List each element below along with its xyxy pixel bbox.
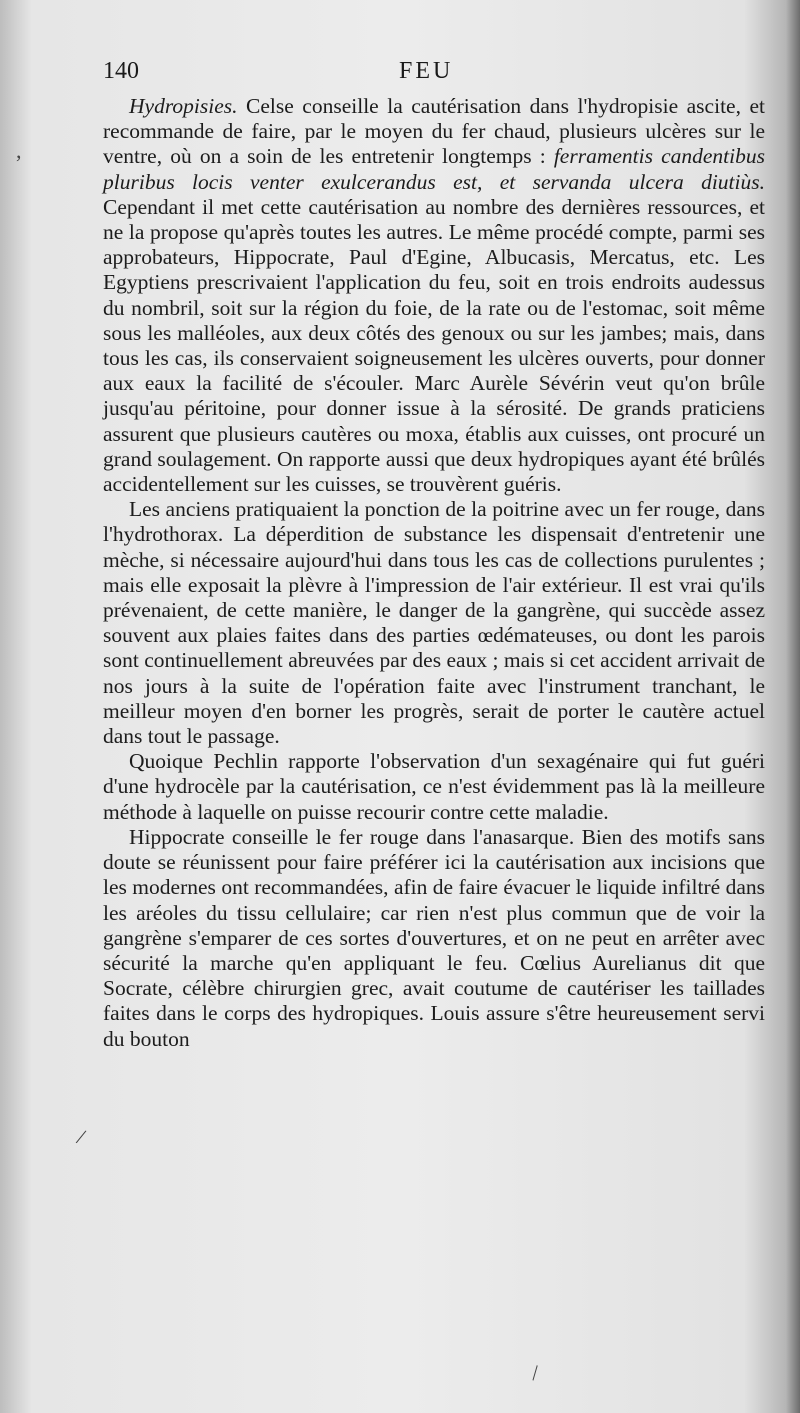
margin-mark: , [16, 138, 22, 163]
page-number: 140 [103, 58, 139, 84]
margin-mark: / [74, 1123, 89, 1150]
paragraph-text: Les anciens pratiquaient la ponction de la poitrine avec un fer rouge, dans l'hydrothorax. La déperdition de substance les dispensait d'entretenir une mèche, si nécessaire aujourd'hui dans tous les cas de collections purulentes ; mais elle exposait la plèvre à l'impression de l'air extérieur. Il est vrai qu'ils prévenaient, de cette manière, le danger de la gangrène, qui succède assez souvent aux plaies faites dans des parties œdémateuses, ou dont les parois sont continuellement abreuvées par des eaux ; mais si cet accident arrivait de nos jours à la suite de l'opération faite avec l'instrument tranchant, le meilleur moyen d'en borner les progrès, serait de porter le cautère actuel dans tout le passage. [103, 497, 765, 749]
paragraph-text: Quoique Pechlin rapporte l'observation d'un sexagénaire qui fut guéri d'une hydrocèle par la cautérisation, ce n'est évidemment pas là la meilleure méthode à laquelle on puisse recourir contre cette maladie. [103, 749, 765, 824]
paragraph-hydropisies [103, 94, 765, 497]
paragraph-anasarque [103, 825, 765, 1052]
section-lead: Hydropisies. [129, 94, 238, 118]
paragraph-text: Cependant il met cette cautérisation au nombre des dernières ressources, et ne la propose qu'après toutes les autres. Le même procédé compte, parmi ses approbateurs, Hippocrate, Paul d'Egine, Albucasis, Mercatus, etc. Les Egyptiens prescrivaient l'application du feu, soit en trois endroits audessus du nombril, soit sur la région du foie, de la rate ou de l'estomac, soit même sous les malléoles, aux deux côtés des genoux ou sur les jambes; mais, dans tous les cas, ils conservaient soigneusement les ulcères ouverts, pour donner aux eaux la facilité de s'écouler. Marc Aurèle Sévérin veut qu'on brûle jusqu'au péritoine, pour donner issue à la sérosité. De grands praticiens assurent que plusieurs cautères ou moxa, établis aux cuisses, ont procuré un grand soulagement. On rapporte aussi que deux hydropiques ayant été brûlés accidentellement sur les cuisses, se trouvèrent guéris. [103, 194, 765, 497]
latin-quotation: ferramentis candentibus pluribus locis venter exulcerandus est, et servanda ulcera diutiùs. [103, 144, 765, 194]
margin-mark: \ [525, 1360, 546, 1385]
paragraph-text: Hippocrate conseille le fer rouge dans l'anasarque. Bien des motifs sans doute se réunissent pour faire préférer ici la cautérisation aux incisions que les modernes ont recommandées, afin de faire évacuer le liquide infiltré dans les aréoles du tissu cellulaire; car rien n'est plus commun que de voir la gangrène s'emparer de ces sortes d'ouvertures, et on ne peut en arrêter avec sécurité la marche qu'en appliquant le feu. Cœlius Aurelianus dit que Socrate, célèbre chirurgien grec, avait coutume de cautériser les taillades faites dans le corps des hydropiques. Louis assure s'être heureusement servi du bouton [103, 824, 765, 1051]
page-header [103, 56, 765, 92]
paragraph-hydrocele [103, 749, 765, 825]
paragraph-hydrothorax [103, 497, 765, 749]
body-text [103, 94, 765, 1052]
paragraph-text: Celse conseille la cautérisation dans l'hydropisie ascite, et recommande de faire, par le moyen du fer chaud, plusieurs ulcères sur le ventre, où on a soin de les entretenir longtemps : [103, 94, 765, 169]
running-head: FEU [399, 58, 454, 84]
